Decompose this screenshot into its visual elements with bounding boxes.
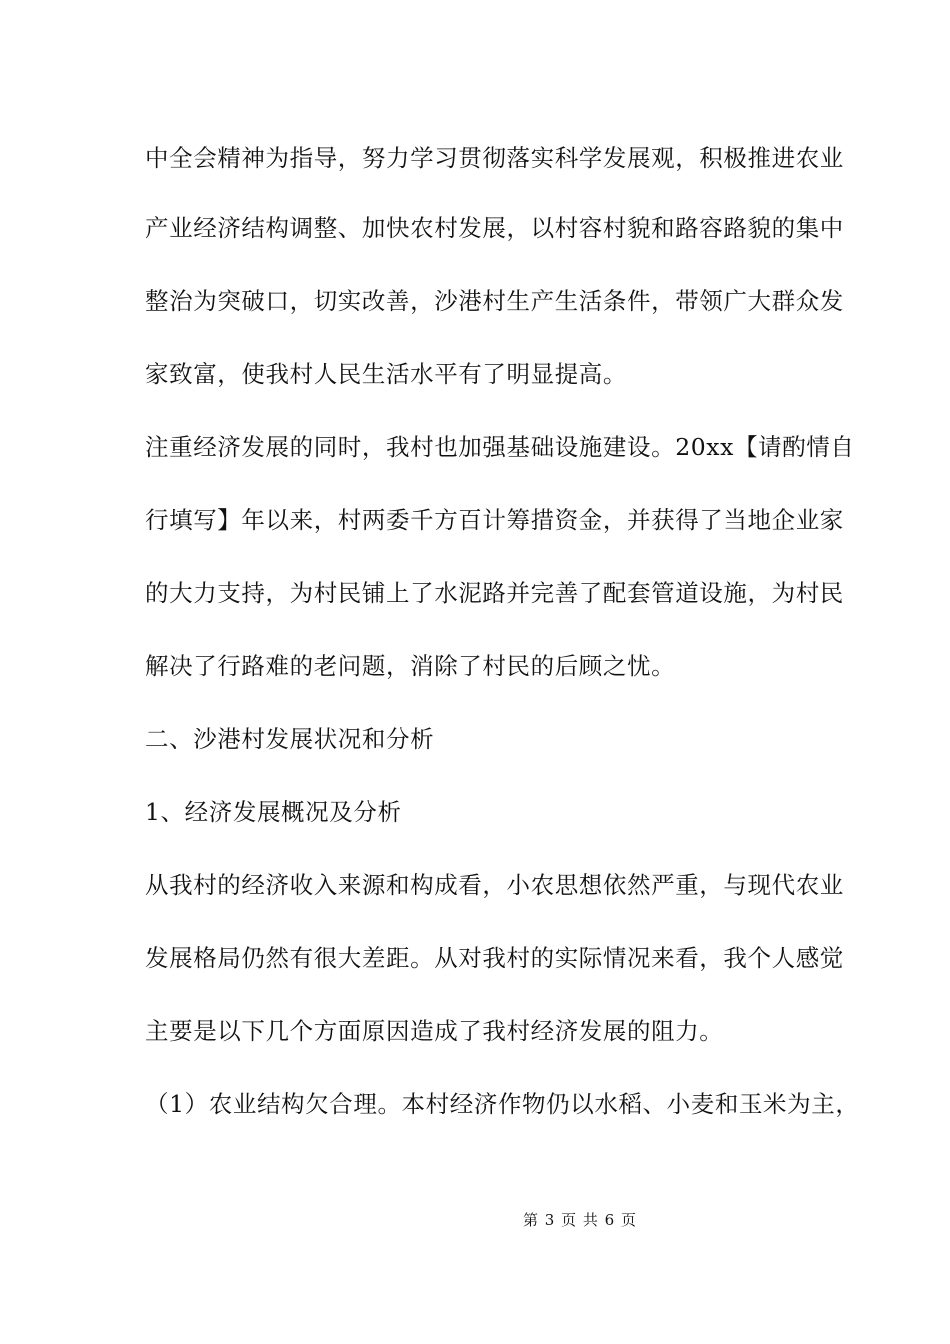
body-text-line: 从我村的经济收入来源和构成看，小农思想依然严重，与现代农业 [145,871,844,899]
body-text-line: 产业经济结构调整、加快农村发展，以村容村貌和路容路貌的集中 [145,214,844,242]
body-text-line: 家致富，使我村人民生活水平有了明显提高。 [145,360,627,388]
body-text-line: 注重经济发展的同时，我村也加强基础设施建设。20xx【请酌情自 [145,433,855,461]
subsection-heading: 1、经济发展概况及分析 [145,798,402,826]
body-text-line: 整治为突破口，切实改善，沙港村生产生活条件，带领广大群众发 [145,287,844,315]
section-heading: 二、沙港村发展状况和分析 [145,725,435,753]
body-text-line: 行填写】年以来，村两委千方百计筹措资金，并获得了当地企业家 [145,506,844,534]
body-text-line: （1）农业结构欠合理。本村经济作物仍以水稻、小麦和玉米为主， [145,1090,860,1118]
body-text-line: 发展格局仍然有很大差距。从对我村的实际情况来看，我个人感觉 [145,944,844,972]
body-text-line: 解决了行路难的老问题，消除了村民的后顾之忧。 [145,652,676,680]
body-text-line: 中全会精神为指导，努力学习贯彻落实科学发展观，积极推进农业 [145,144,844,172]
page-number-footer: 第 3 页 共 6 页 [523,1211,637,1229]
body-text-line: 主要是以下几个方面原因造成了我村经济发展的阻力。 [145,1017,724,1045]
body-text-line: 的大力支持，为村民铺上了水泥路并完善了配套管道设施，为村民 [145,579,844,607]
